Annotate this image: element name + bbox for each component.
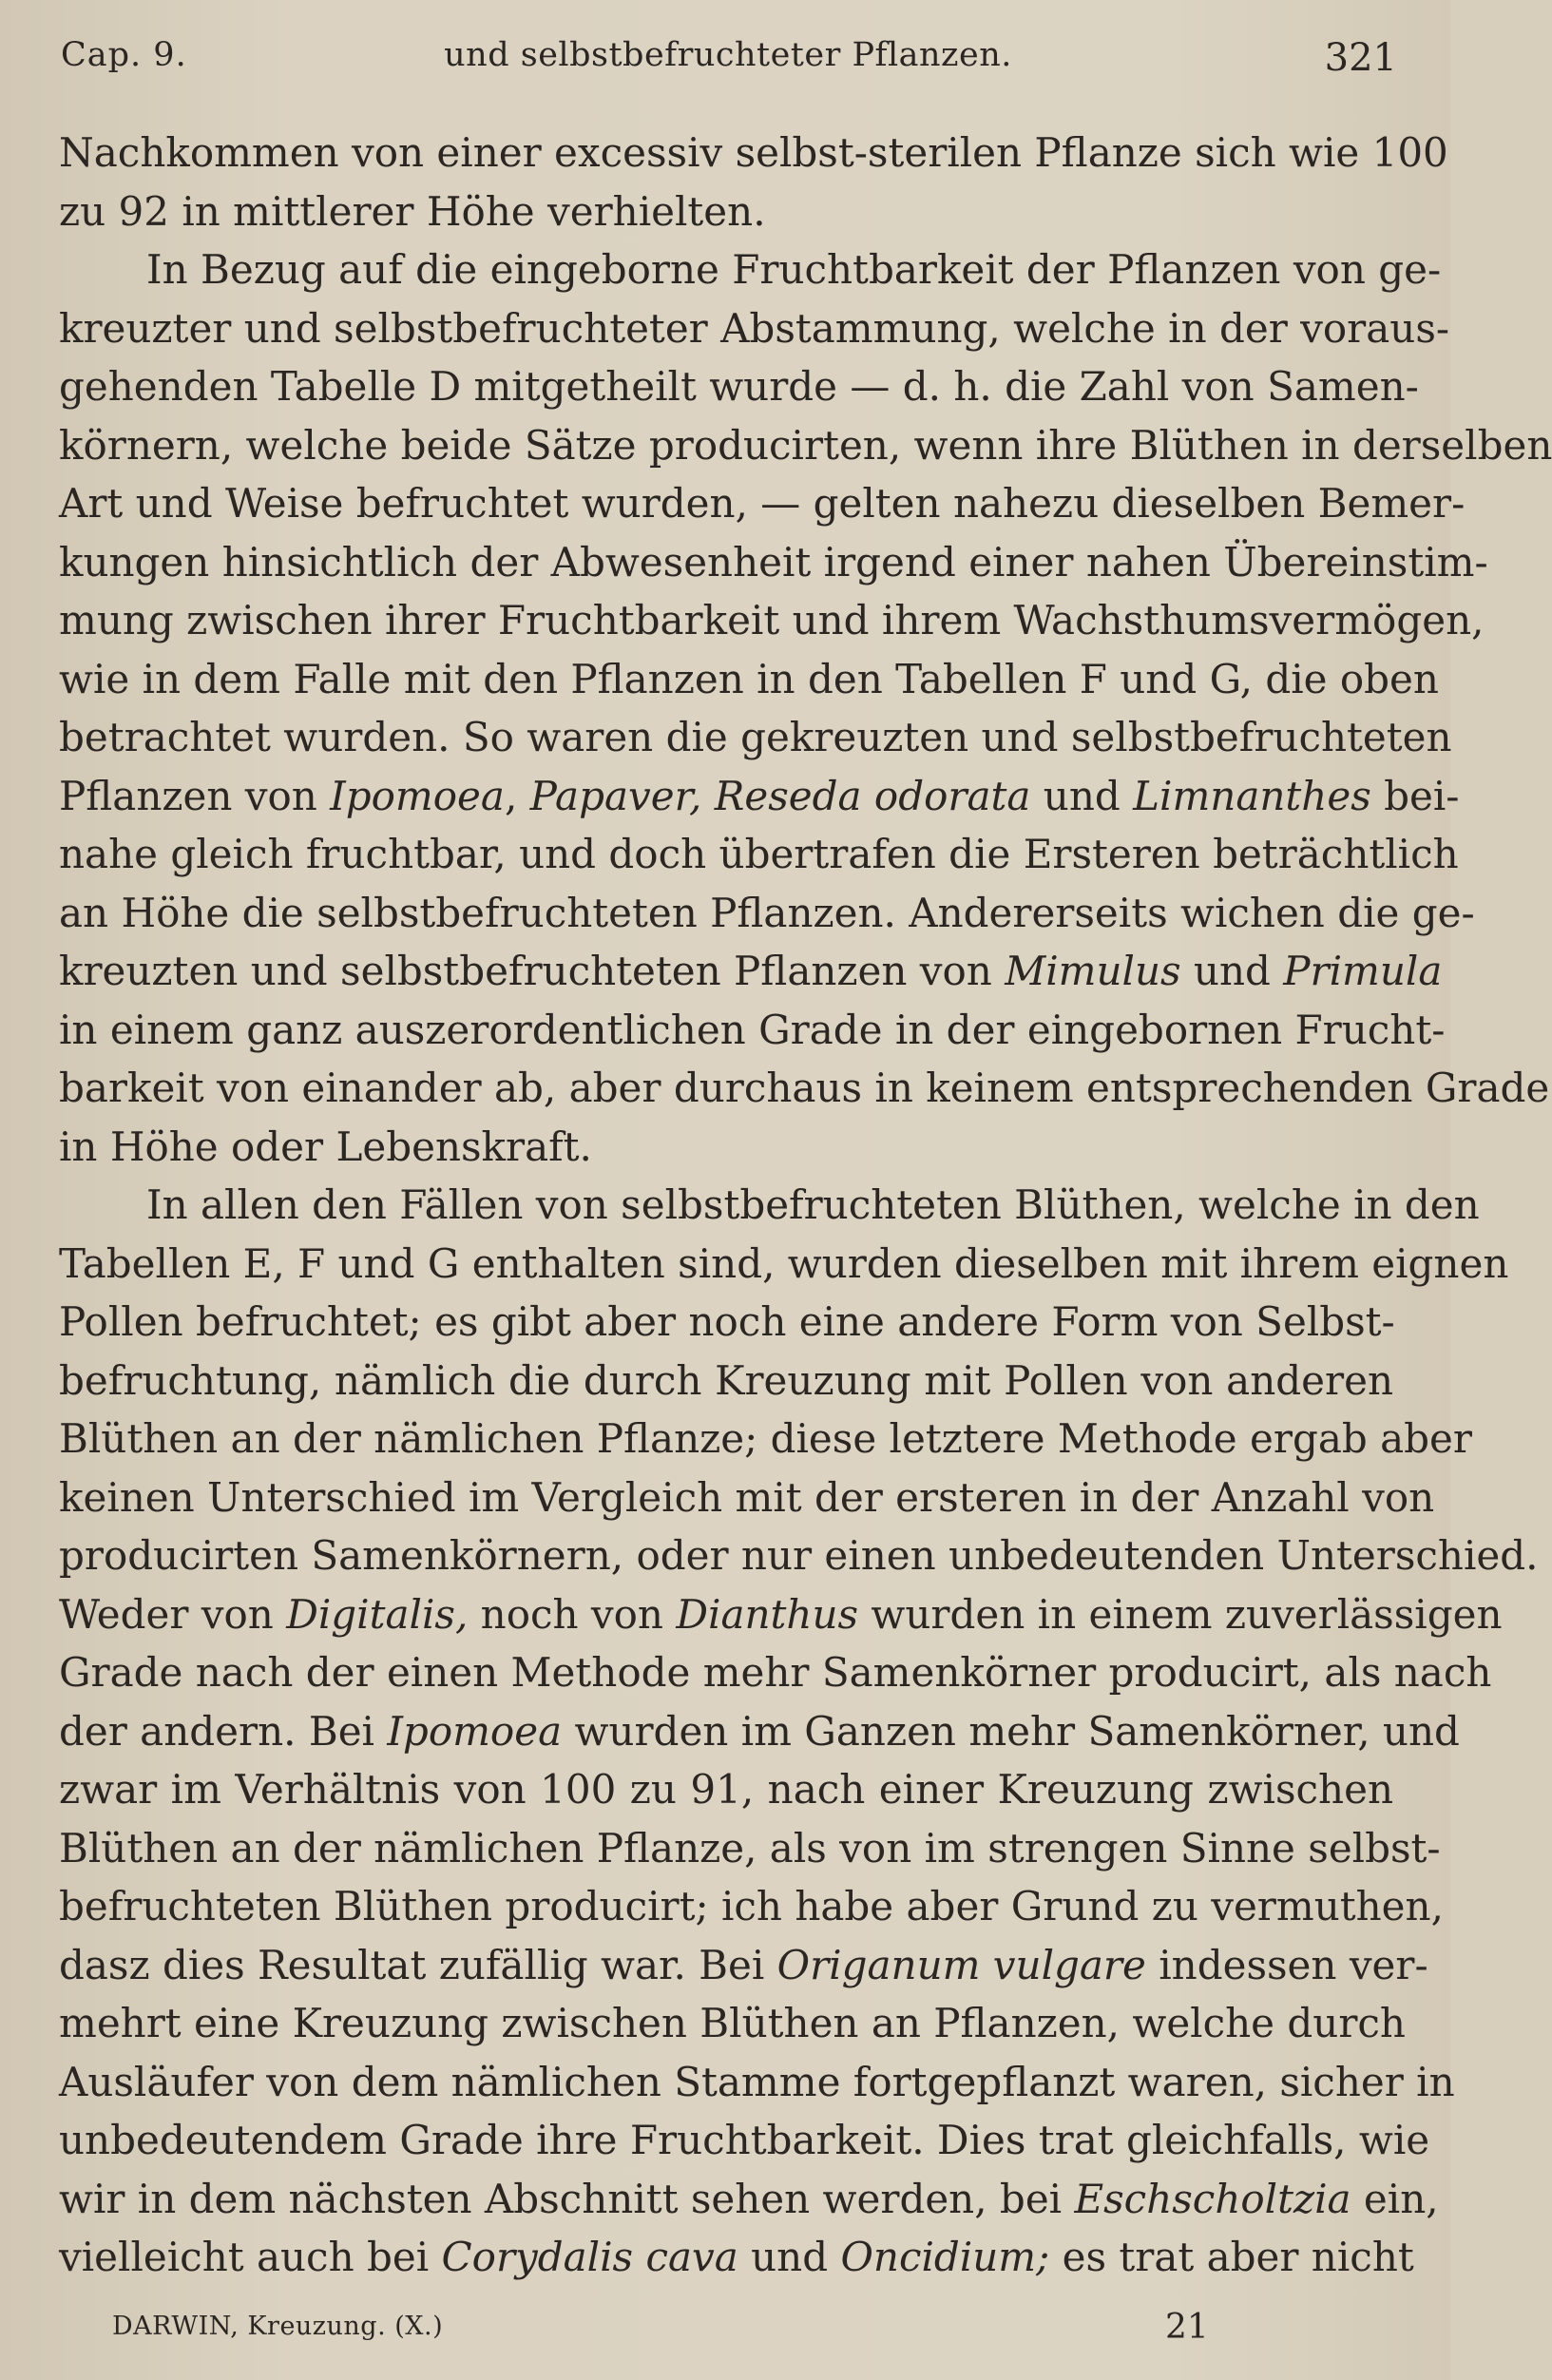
text-run: Nachkommen von einer excessiv selbst-sterilen Pflanze sich wie 100 xyxy=(59,129,1448,176)
text-line xyxy=(59,884,1475,943)
text-run: in einem ganz auszerordentlichen Grade in der eingebornen Frucht- xyxy=(59,1006,1446,1053)
italic-term: Origanum vulgare xyxy=(776,1941,1146,1988)
italic-term: Ipomoea xyxy=(387,1707,563,1755)
text-line xyxy=(59,1001,1446,1060)
text-line xyxy=(59,1643,1492,1702)
text-run: kungen hinsichtlich der Abwesenheit irgend einer nahen Übereinstim- xyxy=(59,538,1488,585)
italic-term: Limnanthes xyxy=(1133,772,1371,819)
italic-term: Corydalis cava xyxy=(441,2234,738,2280)
running-title: und selbstbefruchteter Pflanzen. xyxy=(444,36,1012,74)
text-run: dasz dies Resultat zufällig war. Bei xyxy=(59,1941,777,1988)
text-run: zu 92 in mittlerer Höhe verhielten. xyxy=(59,187,766,235)
text-line xyxy=(59,1702,1460,1761)
text-line xyxy=(59,2170,1439,2229)
text-line xyxy=(59,474,1466,533)
paragraph xyxy=(59,1176,1539,2287)
text-run: Pollen befruchtet; es gibt aber noch eine andere Form von Selbst- xyxy=(59,1298,1395,1345)
text-line xyxy=(59,357,1419,416)
text-run: ein, xyxy=(1351,2175,1439,2222)
page-number: 321 xyxy=(1324,36,1397,80)
italic-term: Oncidium; xyxy=(840,2234,1050,2280)
text-run: zwar im Verhältnis von 100 zu 91, nach einer Kreuzung zwischen xyxy=(59,1766,1393,1813)
text-line xyxy=(59,240,1442,299)
text-run: nahe gleich fruchtbar, und doch übertrafen die Ersteren beträchtlich xyxy=(59,831,1459,877)
text-line xyxy=(59,1819,1441,1878)
text-run: Ausläufer von dem nämlichen Stamme fortgepflanzt waren, sicher in xyxy=(59,2058,1455,2105)
text-run: mehrt eine Kreuzung zwischen Blüthen an Pflanzen, welche durch xyxy=(59,2000,1406,2046)
text-run xyxy=(701,773,714,819)
text-line xyxy=(59,1760,1393,1819)
text-line xyxy=(59,2053,1455,2112)
text-run: , xyxy=(504,772,530,819)
text-run: und xyxy=(738,2234,841,2280)
text-line xyxy=(59,1877,1444,1936)
text-line xyxy=(59,1293,1393,1352)
text-run: Blüthen an der nämlichen Pflanze, als von im strengen Sinne selbst- xyxy=(59,1824,1441,1871)
text-line xyxy=(59,942,1443,1001)
page-footer xyxy=(112,2308,1450,2357)
text-run: in Höhe oder Lebenskraft. xyxy=(59,1123,592,1170)
text-run: es trat aber nicht xyxy=(1049,2234,1414,2280)
paragraph xyxy=(59,124,1448,240)
text-run: wie in dem Falle mit den Pflanzen in den Tabellen F und G, die oben xyxy=(59,655,1439,702)
italic-term: Papaver, xyxy=(529,772,702,819)
text-line xyxy=(59,1468,1435,1527)
text-run: befruchteten Blüthen producirt; ich habe aber Grund zu vermuthen, xyxy=(59,1883,1444,1929)
running-header xyxy=(59,36,1397,89)
text-line xyxy=(59,1994,1406,2053)
text-run: gehenden Tabelle D mitgetheilt wurde — d. h. die Zahl von Samen- xyxy=(59,363,1419,410)
text-line xyxy=(59,1410,1472,1468)
text-run: an Höhe die selbstbefruchteten Pflanzen. Andererseits wichen die ge- xyxy=(59,889,1475,936)
text-run: vielleicht auch bei xyxy=(59,2234,442,2280)
text-line xyxy=(59,1118,1393,1177)
text-line xyxy=(59,533,1488,592)
text-line xyxy=(59,767,1460,826)
text-run: körnern, welche beide Sätze producirten, wenn ihre Blüthen in derselben xyxy=(59,421,1552,469)
paragraph xyxy=(59,240,1552,1176)
printer-signature: DARWIN, Kreuzung. (X.) xyxy=(112,2312,444,2341)
text-run: In Bezug auf die eingeborne Fruchtbarkeit der Pflanzen von ge- xyxy=(146,246,1442,293)
text-run: Tabellen E, F und G enthalten sind, wurden dieselben mit ihrem eignen xyxy=(59,1239,1509,1287)
text-run: der andern. Bei xyxy=(59,1707,388,1755)
italic-term: Dianthus xyxy=(676,1590,859,1638)
text-run: mung zwischen ihrer Fruchtbarkeit und ihrem Wachsthumsvermögen, xyxy=(59,597,1485,643)
text-run: Grade nach der einen Methode mehr Samenkörner producirt, als nach xyxy=(59,1649,1492,1696)
text-run: keinen Unterschied im Vergleich mit der ersteren in der Anzahl von xyxy=(59,1473,1435,1521)
text-run: kreuzter und selbstbefruchteter Abstammung, welche in der voraus- xyxy=(59,304,1450,352)
text-run: barkeit von einander ab, aber durchaus in keinem entsprechenden Grade xyxy=(59,1065,1550,1111)
italic-term: Primula xyxy=(1283,948,1443,994)
text-line xyxy=(59,1059,1550,1118)
body-text xyxy=(59,124,1552,2287)
text-run: und xyxy=(1180,948,1284,994)
text-run: betrachtet wurden. So waren die gekreuzten und selbstbefruchteten xyxy=(59,714,1452,760)
text-run: wurden im Ganzen mehr Samenkörner, und xyxy=(562,1707,1460,1755)
text-line xyxy=(59,591,1485,650)
text-run: Blüthen an der nämlichen Pflanze; diese letztere Methode ergab aber xyxy=(59,1415,1472,1462)
sheet-number: 21 xyxy=(1165,2308,1209,2347)
text-line xyxy=(59,650,1439,709)
text-run: producirten Samenkörnern, oder nur einen unbedeutenden Unterschied. xyxy=(59,1532,1539,1579)
text-run: kreuzten und selbstbefruchteten Pflanzen von xyxy=(59,948,1006,994)
text-line xyxy=(59,182,1393,241)
text-line xyxy=(59,2228,1414,2287)
italic-term: Digitalis, xyxy=(286,1590,469,1638)
text-run: Weder von xyxy=(59,1590,287,1638)
text-run: wir in dem nächsten Abschnitt sehen werden, bei xyxy=(59,2175,1075,2222)
text-run: unbedeutendem Grade ihre Fruchtbarkeit. Dies trat gleichfalls, wie xyxy=(59,2117,1430,2163)
text-line xyxy=(59,299,1450,358)
text-line xyxy=(59,1526,1539,1585)
italic-term: Eschscholtzia xyxy=(1074,2175,1351,2222)
text-run: bei- xyxy=(1370,772,1460,819)
italic-term: Reseda odorata xyxy=(714,772,1031,819)
text-line xyxy=(59,1936,1428,1995)
text-line xyxy=(59,708,1452,767)
text-run: In allen den Fällen von selbstbefruchteten Blüthen, welche in den xyxy=(146,1181,1480,1228)
text-run: befruchtung, nämlich die durch Kreuzung mit Pollen von anderen xyxy=(59,1356,1393,1404)
text-line xyxy=(59,2111,1430,2170)
text-run: wurden in einem zuverlässigen xyxy=(858,1590,1503,1638)
text-run: Art und Weise befruchtet wurden, — gelten nahezu dieselben Bemer- xyxy=(59,480,1466,527)
text-run: noch von xyxy=(468,1590,677,1638)
text-run: Pflanzen von xyxy=(59,772,331,819)
chapter-label: Cap. 9. xyxy=(61,36,187,74)
text-run: und xyxy=(1030,772,1134,819)
text-line xyxy=(59,1352,1393,1411)
text-line xyxy=(59,825,1459,884)
text-line xyxy=(59,1585,1503,1644)
text-run: indessen ver- xyxy=(1145,1941,1428,1988)
italic-term: Ipomoea xyxy=(330,772,505,819)
text-line xyxy=(59,1176,1480,1235)
text-line xyxy=(59,1235,1509,1294)
text-line xyxy=(59,124,1448,182)
italic-term: Mimulus xyxy=(1005,948,1181,994)
text-line xyxy=(59,416,1552,475)
